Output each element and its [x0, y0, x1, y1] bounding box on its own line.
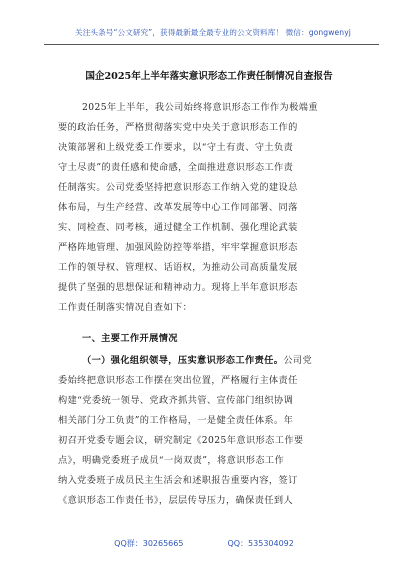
- document-title: 国企2025年上半年落实意识形态工作责任制情况自查报告: [85, 71, 333, 82]
- paragraph-line: 点》，明确党委班子成员“一岗双责”，将意识形态工作: [58, 455, 285, 466]
- footer-qq-group: QQ群：30265665: [114, 539, 184, 548]
- footer-qq-number: QQ：535304092: [227, 539, 294, 548]
- page-footer: [0, 538, 408, 549]
- header-promo-text: 关注头条号“公文研究”，获得最新最全最专业的公文资料库！ 微信：gongwenyj: [75, 28, 351, 37]
- subsection-heading: （一）强化组织领导，压实意识形态工作责任。: [82, 355, 284, 366]
- paragraph-line: 提供了坚强的思想保证和精神动力。现将上半年意识形态: [58, 282, 298, 293]
- paragraph-line: 工作的领导权、管理权、话语权，为推动公司高质量发展: [58, 262, 298, 273]
- paragraph-line: 守土尽责”的责任感和使命感，全面推进意识形态工作责: [58, 162, 294, 173]
- section-heading: 一、主要工作开展情况: [82, 333, 178, 344]
- paragraph-line: 初召开党委专题会议，研究制定《2025年意识形态工作要: [58, 435, 304, 446]
- paragraph-line: 相关部门分工负责”的工作格局，一是健全责任体系。年: [58, 415, 294, 426]
- paragraph-line: 严格阵地管理、加强风险防控等举措，牢牢掌握意识形态: [58, 242, 298, 253]
- subsection-lead-tail: 公司党: [283, 355, 313, 366]
- page-header: [44, 22, 379, 45]
- paragraph-line: 任制落实。公司党委坚持把意识形态工作纳入党的建设总: [58, 182, 298, 193]
- paragraph-line: 2025年上半年，我公司始终将意识形态工作作为极端重: [82, 102, 318, 113]
- paragraph-line: 体布局，与生产经营、改革发展等中心工作同部署、同落: [58, 202, 298, 213]
- paragraph-line: 要的政治任务，严格贯彻落实党中央关于意识形态工作的: [58, 122, 298, 133]
- paragraph-line: 委始终把意识形态工作摆在突出位置，严格履行主体责任: [58, 375, 298, 386]
- subsection-lead-line: [82, 352, 312, 366]
- paragraph-line: 构建“党委统一领导、党政齐抓共管、宣传部门组织协调: [58, 395, 294, 406]
- paragraph-line: 《意识形态工作责任书》，层层传导压力，确保责任到人: [58, 495, 294, 506]
- paragraph-line: 实、同检查、同考核，通过健全工作机制、强化理论武装: [58, 222, 298, 233]
- paragraph-line: 决策部署和上级党委工作要求，以“守土有责、守土负责: [58, 142, 294, 153]
- paragraph-line: 工作责任制落实情况自查如下：: [58, 302, 193, 313]
- paragraph-line: 纳入党委班子成员民主生活会和述职报告重要内容，签订: [58, 475, 298, 486]
